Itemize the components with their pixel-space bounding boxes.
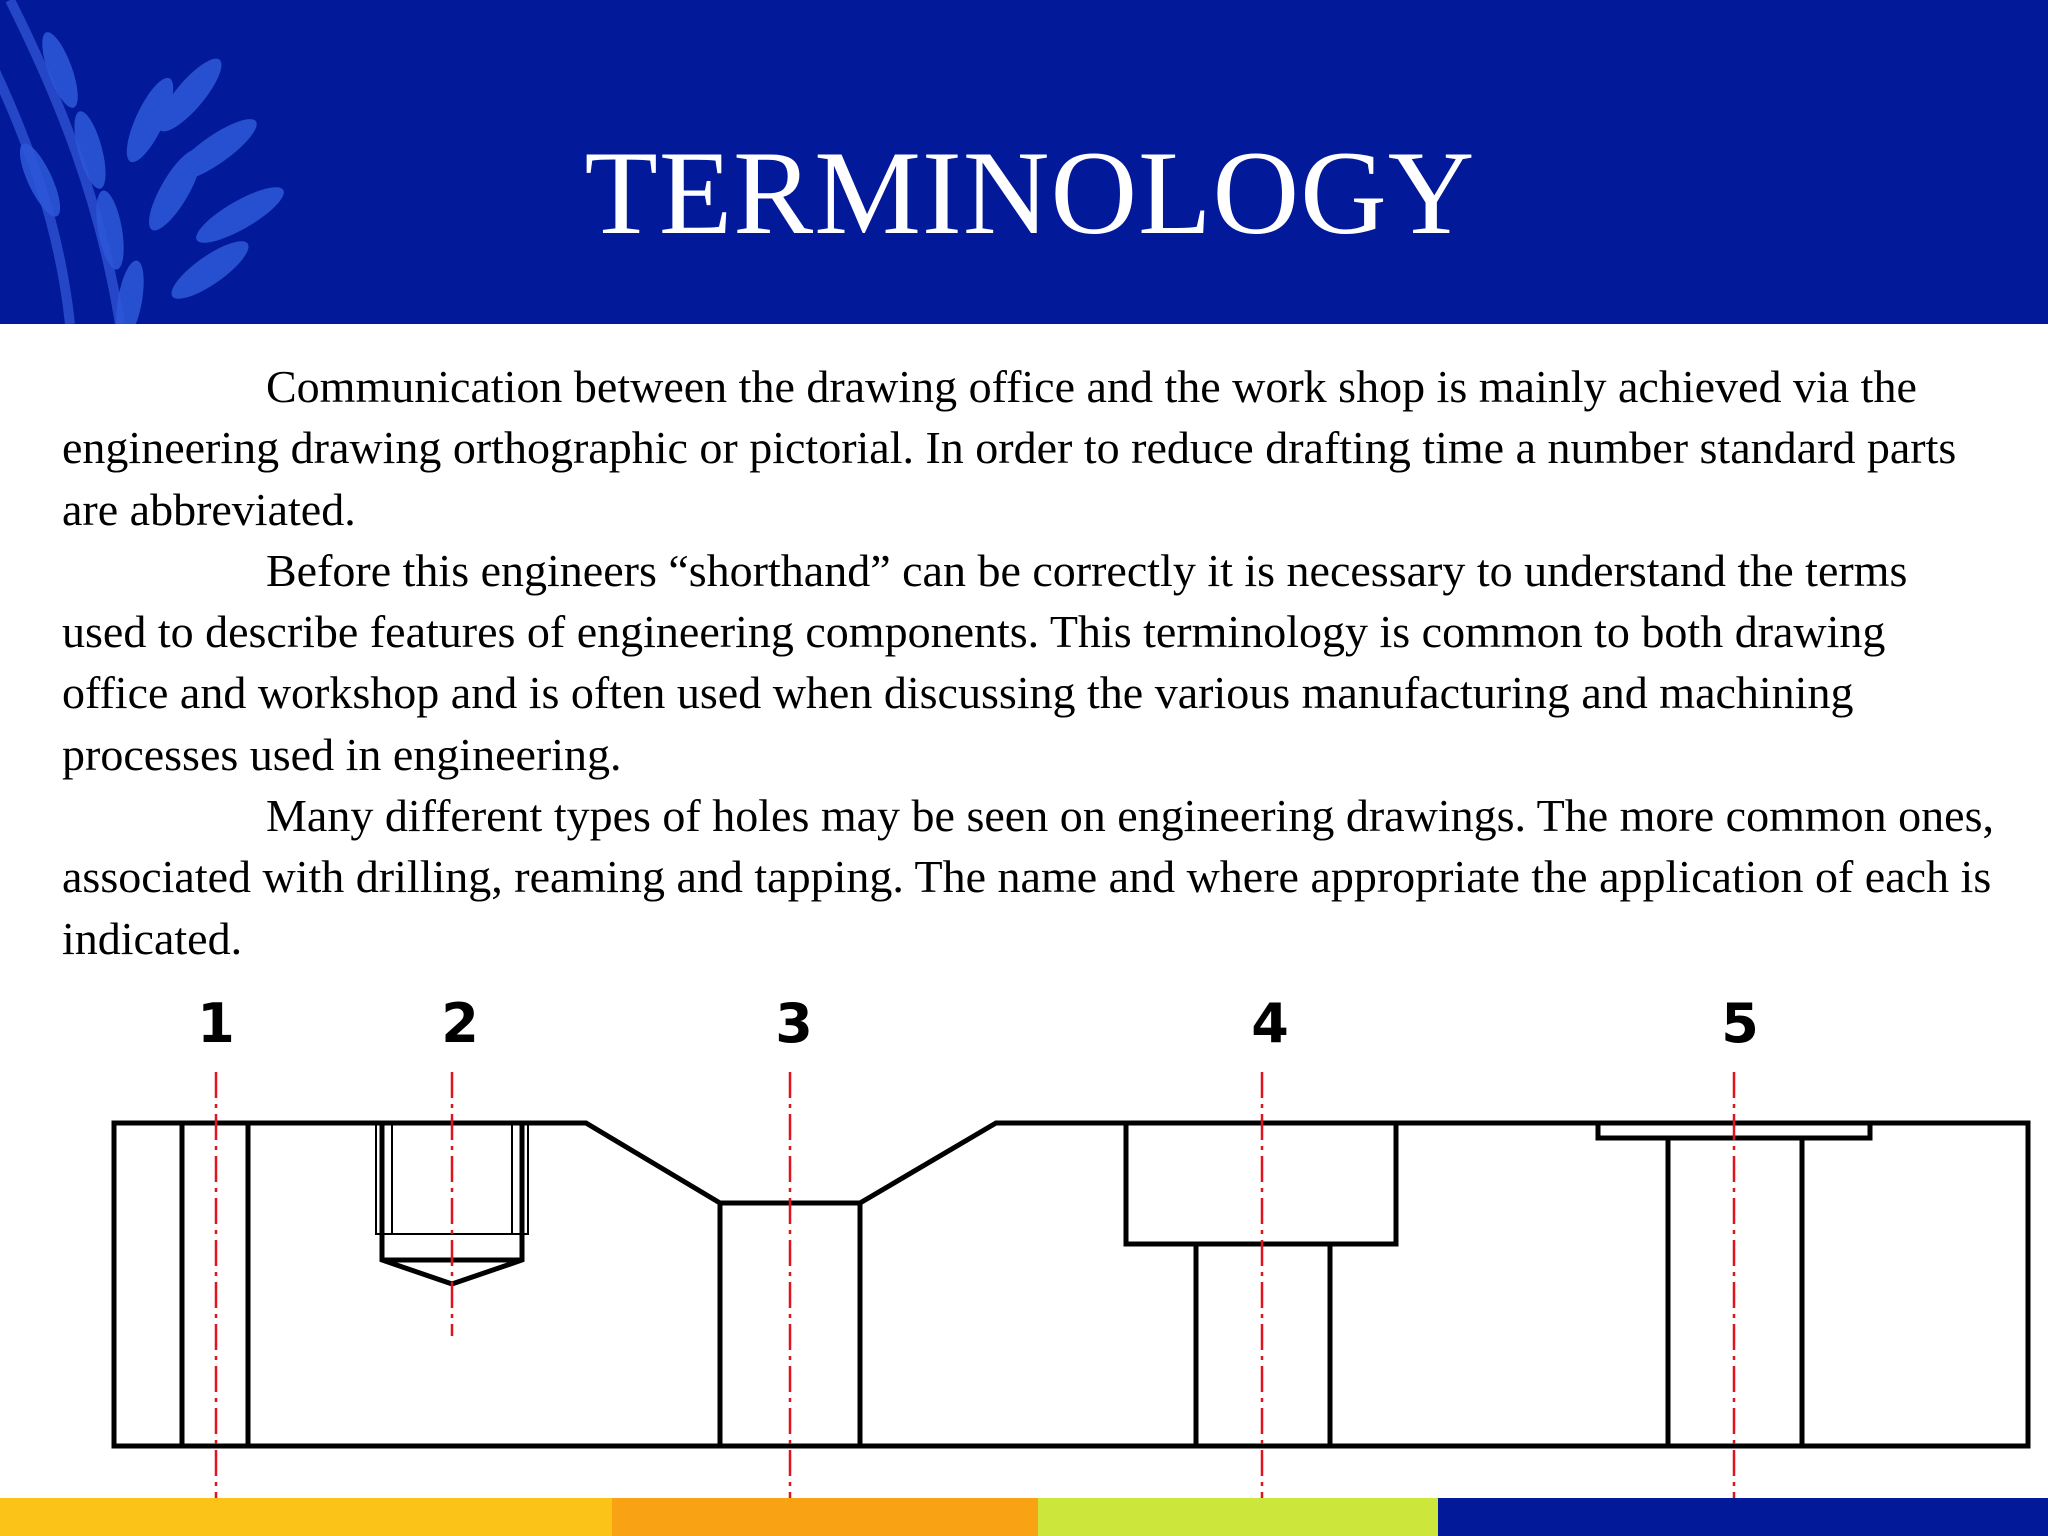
paragraph-1: Communication between the drawing office and the work shop is mainly achieved via the engineering drawing orthographic or pictorial. In order to reduce drafting time a number standard parts are abbreviated. [62,361,1957,535]
paragraph-3: Many different types of holes may be seen on engineering drawings. The more common ones, associated with drilling, reaming and tapping. The name and where appropriate the application of each is indicated. [62,790,1994,964]
slide-title: TERMINOLOGY [584,126,1476,259]
diagram-label-4: 4 [1251,992,1289,1055]
footer-segment-blue [1438,1498,2048,1536]
diagram-label-2: 2 [441,992,479,1055]
slide-header [0,0,2048,324]
paragraph-2: Before this engineers “shorthand” can be correctly it is necessary to understand the terms used to describe features of engineering components. This terminology is common to both drawing office and workshop and is often used when discussing the various manufacturing and machining processes used in engineering. [62,544,1908,780]
footer-segment-green [1038,1498,1438,1536]
block-outline [114,1123,2028,1446]
body-text [62,356,2002,969]
footer-segment-orange [612,1498,1038,1536]
footer-color-bar [0,1498,2048,1536]
hole-types-diagram [0,990,2048,1498]
footer-segment-yellow [0,1498,612,1536]
hole-4-counterbore [1126,1123,1396,1244]
diagram-label-3: 3 [775,992,813,1055]
diagram-label-5: 5 [1721,992,1759,1055]
diagram-label-1: 1 [197,992,235,1055]
